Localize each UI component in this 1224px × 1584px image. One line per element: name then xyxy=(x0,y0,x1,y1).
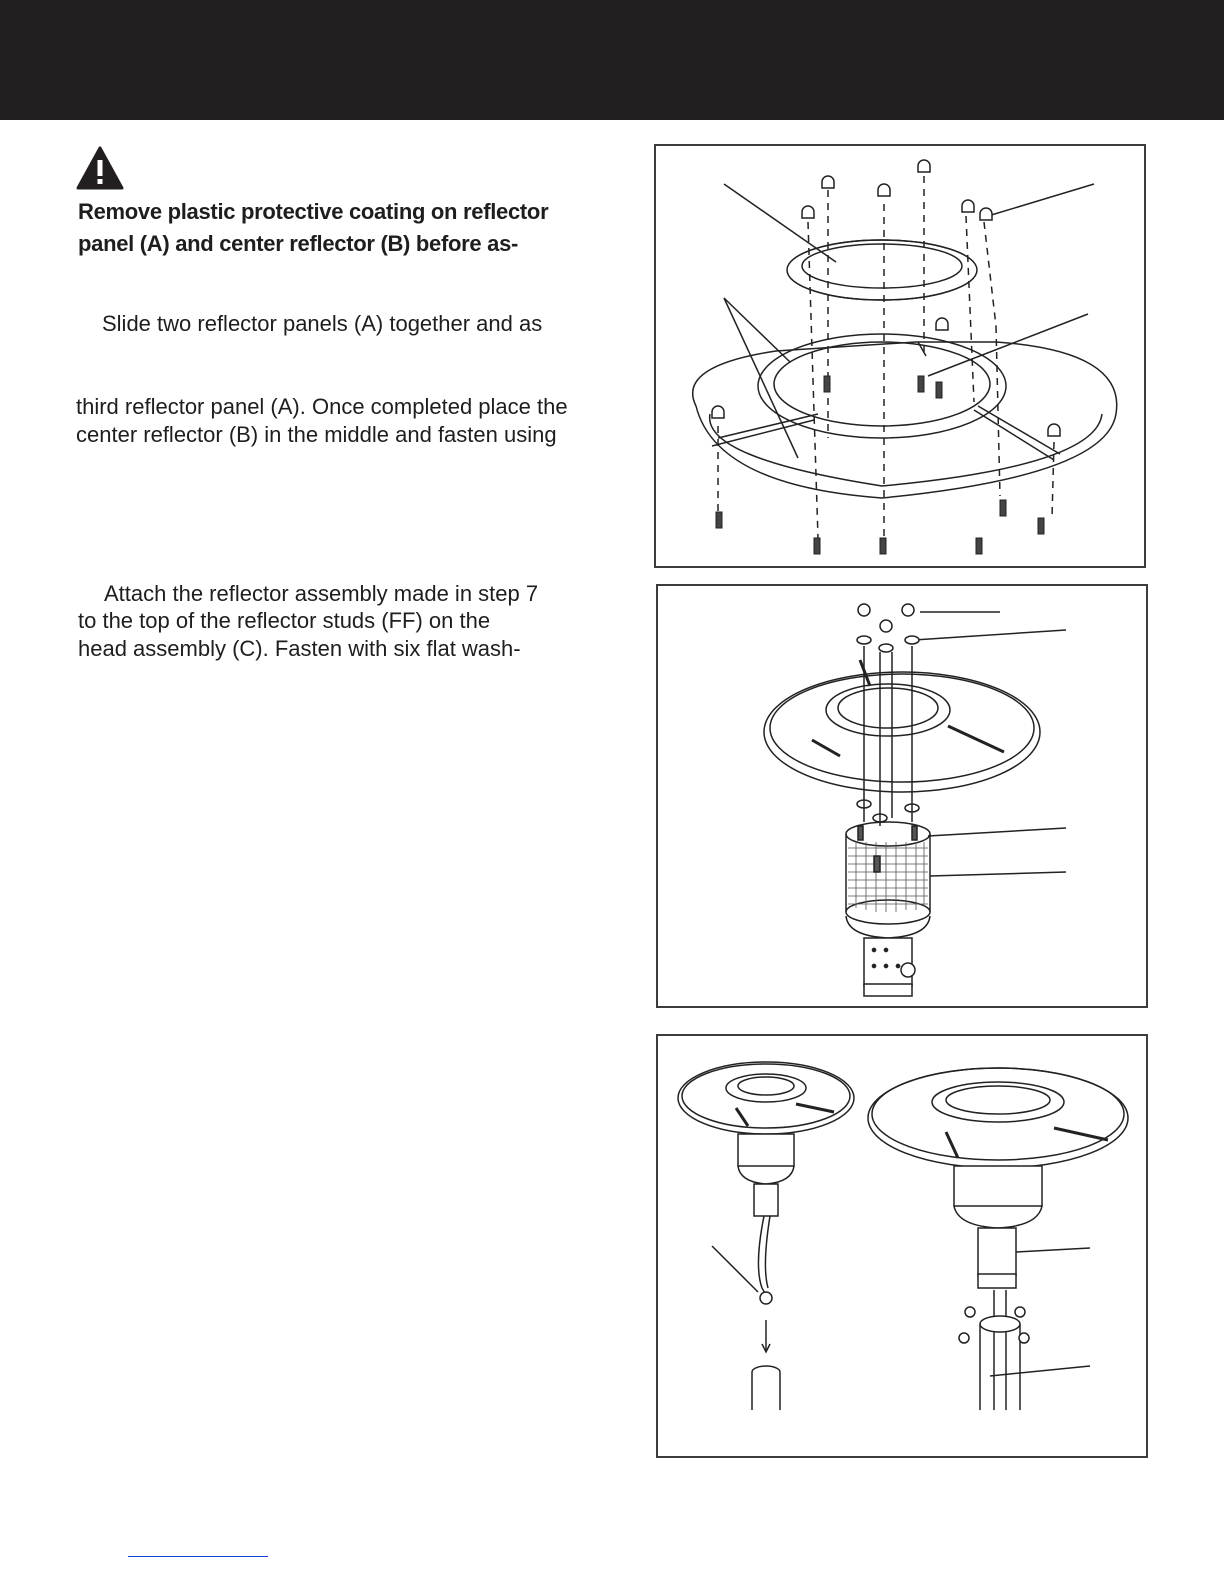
warning-text-line-1: Remove plastic protective coating on reflector xyxy=(78,199,549,224)
step8-text-line-2: to the top of the reflector studs (FF) on the xyxy=(78,608,491,633)
step8-text-line-3: head assembly (C). Fasten with six flat wash- xyxy=(78,636,521,661)
warning-text-line-2: panel (A) and center reflector (B) before as- xyxy=(78,231,519,256)
step8-text-line-1: Attach the reflector assembly made in step 7 xyxy=(104,581,539,606)
reflector-to-head-diagram xyxy=(656,584,1148,1008)
warning-triangle-icon xyxy=(76,146,124,190)
step7-text-line-2: third reflector panel (A). Once completed place the xyxy=(76,394,568,419)
step7-text-line-1: Slide two reflector panels (A) together and as xyxy=(102,311,543,336)
header-bar xyxy=(0,0,1224,120)
footer-link-underline xyxy=(128,1556,268,1557)
reflector-assembly-diagram xyxy=(654,144,1146,568)
head-to-post-diagram xyxy=(656,1034,1148,1458)
step7-text-line-3: center reflector (B) in the middle and fasten using xyxy=(76,422,557,447)
